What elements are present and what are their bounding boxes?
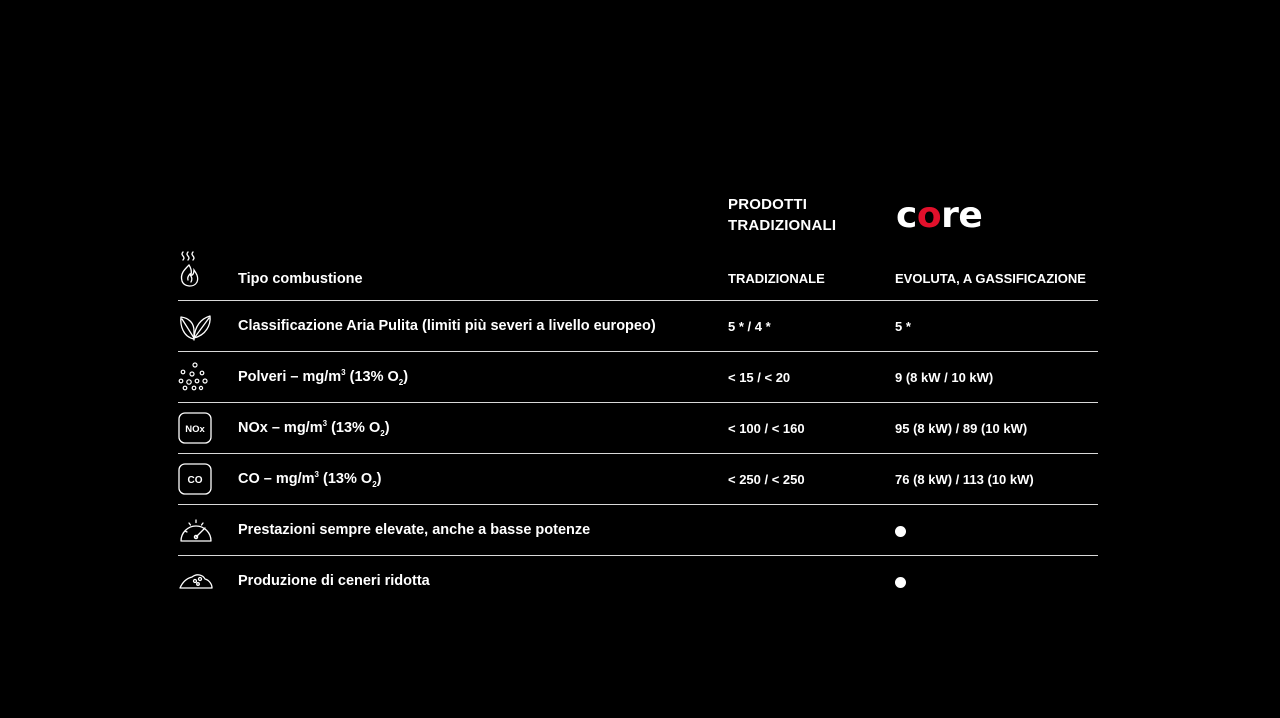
table-row-performance [178, 505, 1098, 556]
ash-pile-icon [178, 566, 216, 596]
row-label: Produzione di ceneri ridotta [238, 573, 430, 589]
row-label: Prestazioni sempre elevate, anche a basse potenze [238, 522, 591, 538]
value-core [895, 523, 906, 538]
row-label: Tipo combustione [238, 271, 363, 287]
svg-text:NOx: NOx [185, 424, 205, 435]
gauge-icon [178, 515, 216, 545]
flame-icon [178, 250, 216, 290]
core-logo-c: c [896, 195, 917, 236]
table-row-ash [178, 556, 1098, 606]
row-label: Polveri – $mg/m^3$ (13% $O_2$) [238, 368, 409, 387]
value-core: 95 (8 kW) / 89 (10 kW) [895, 421, 1028, 436]
check-dot-icon [895, 577, 906, 588]
value-traditional: < 15 / < 20 [728, 370, 791, 385]
table-row-dust [178, 352, 1098, 403]
value-traditional: < 100 / < 160 [728, 421, 805, 436]
svg-text:CO: CO [187, 475, 203, 486]
core-logo-re: re [941, 195, 983, 236]
core-logo [896, 192, 982, 240]
value-core [895, 574, 906, 589]
table-row-co [178, 454, 1098, 505]
co-icon [178, 464, 216, 494]
table-row-clean-air [178, 301, 1098, 352]
check-dot-icon [895, 526, 906, 537]
value-core: EVOLUTA, A GASSIFICAZIONE [895, 271, 1086, 286]
value-core: 5 * [895, 319, 911, 334]
nox-icon [178, 413, 216, 443]
row-label: Classificazione Aria Pulita (limiti più severi a livello europeo) [238, 318, 656, 334]
column-header-traditional [728, 194, 836, 236]
value-traditional: 5 * / 4 * [728, 319, 771, 334]
dust-particles-icon [178, 362, 216, 392]
comparison-table [178, 190, 1098, 606]
value-core: 9 (8 kW / 10 kW) [895, 370, 994, 385]
leaves-icon [178, 311, 216, 341]
value-traditional: < 250 / < 250 [728, 472, 805, 487]
table-row-combustion-type [178, 250, 1098, 301]
core-logo-o: o [916, 195, 942, 236]
table-row-nox [178, 403, 1098, 454]
column-header-traditional-line1: PRODOTTI [728, 196, 808, 213]
value-core: 76 (8 kW) / 113 (10 kW) [895, 472, 1034, 487]
value-traditional: TRADIZIONALE [728, 271, 825, 286]
table-body [178, 250, 1098, 606]
row-label: NOx – $mg/m^3$ (13% $O_2$) [238, 419, 390, 438]
row-label: CO – $mg/m^3$ (13% $O_2$) [238, 470, 382, 489]
column-header-traditional-line2: TRADIZIONALI [728, 217, 837, 234]
table-header [178, 190, 1098, 250]
